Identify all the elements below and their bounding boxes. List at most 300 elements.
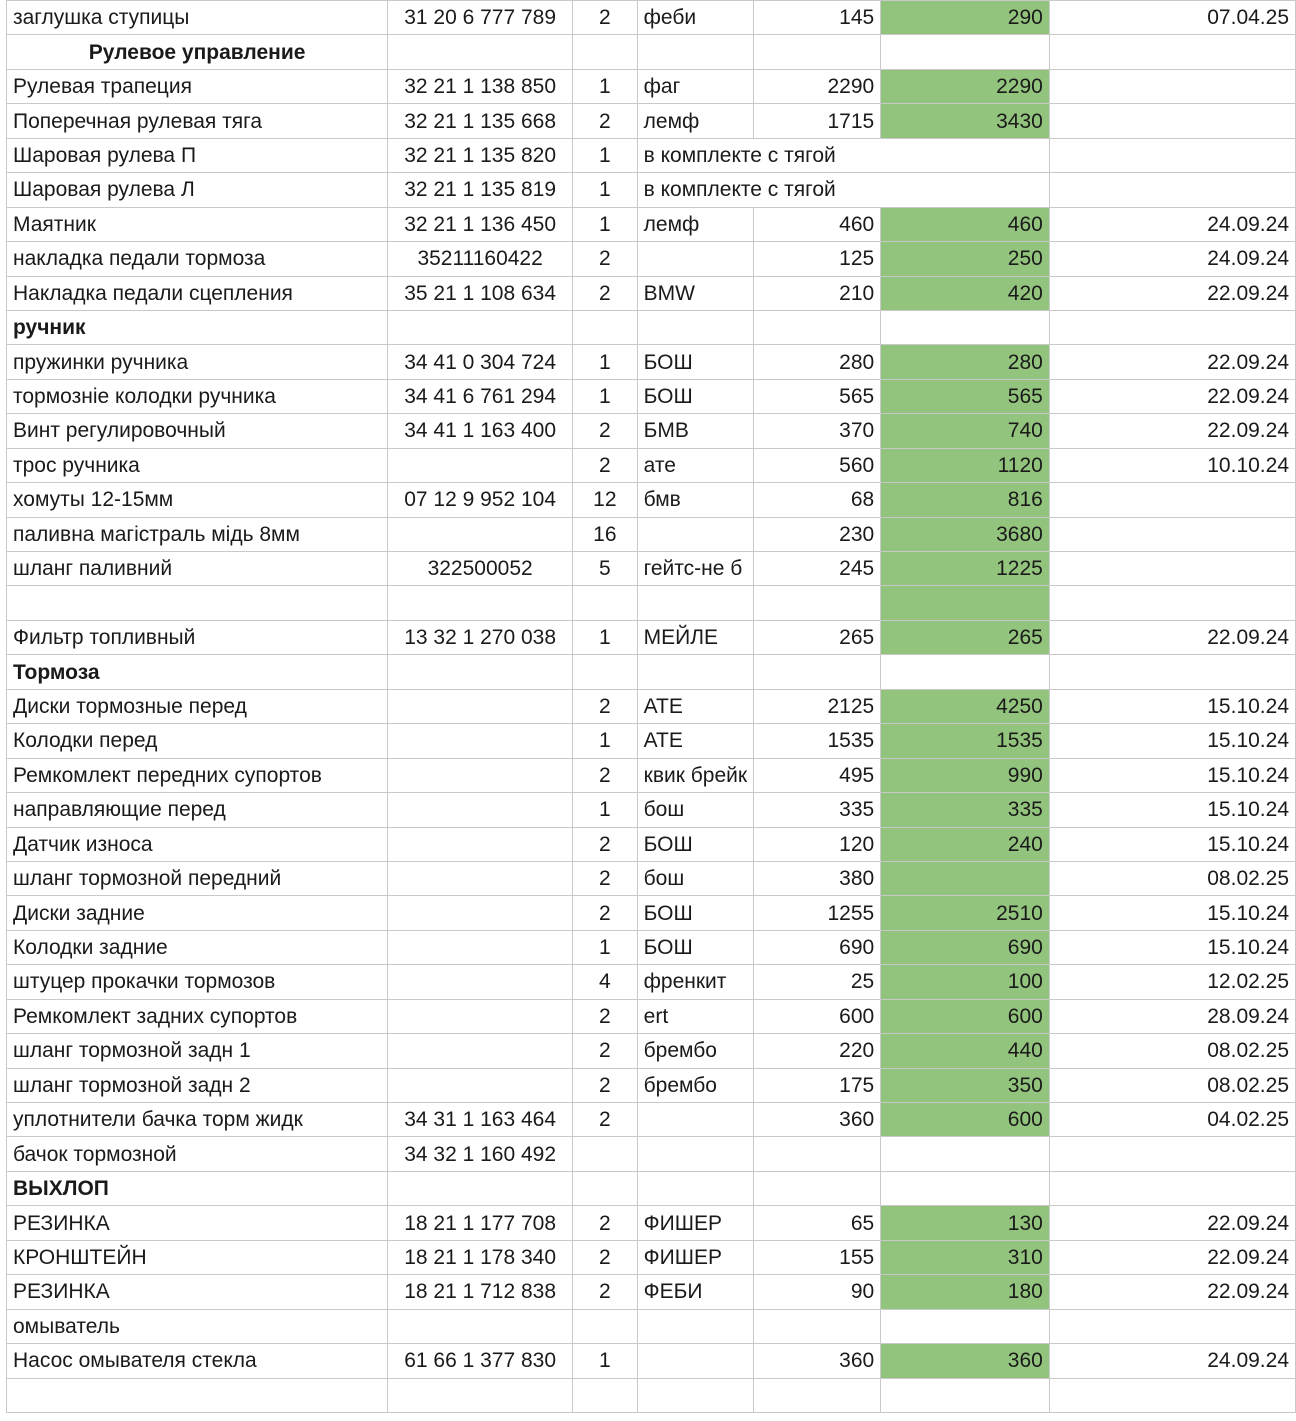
cell-brand[interactable]: [637, 1378, 753, 1412]
cell-quantity[interactable]: 1: [573, 69, 638, 103]
cell-price[interactable]: 690: [754, 930, 881, 964]
cell-name[interactable]: хомуты 12-15мм: [7, 483, 388, 517]
cell-price[interactable]: 245: [754, 552, 881, 586]
cell-quantity[interactable]: 2: [573, 758, 638, 792]
cell-total[interactable]: 100: [881, 965, 1050, 999]
cell-quantity[interactable]: 1: [573, 207, 638, 241]
cell-date[interactable]: 08.02.25: [1049, 861, 1295, 895]
cell-price[interactable]: 460: [754, 207, 881, 241]
cell-total[interactable]: 2510: [881, 896, 1050, 930]
cell-part-number[interactable]: [388, 1309, 573, 1343]
table-row: [7, 793, 1296, 827]
cell-total[interactable]: [881, 1309, 1050, 1343]
cell-date[interactable]: 04.02.25: [1049, 1103, 1295, 1137]
cell-brand[interactable]: БОШ: [637, 930, 753, 964]
table-row: [7, 1034, 1296, 1068]
cell-name[interactable]: Ремкомлект задних супортов: [7, 999, 388, 1033]
cell-date[interactable]: [1049, 104, 1295, 138]
cell-name[interactable]: штуцер прокачки тормозов: [7, 965, 388, 999]
cell-brand[interactable]: [637, 35, 753, 69]
cell-total[interactable]: 460: [881, 207, 1050, 241]
cell-brand[interactable]: БОШ: [637, 379, 753, 413]
cell-part-number[interactable]: [388, 1378, 573, 1412]
cell-total[interactable]: 130: [881, 1206, 1050, 1240]
cell-name[interactable]: Поперечная рулевая тяга: [7, 104, 388, 138]
cell-part-number[interactable]: 31 20 6 777 789: [388, 1, 573, 35]
cell-total[interactable]: 280: [881, 345, 1050, 379]
cell-total[interactable]: [881, 1378, 1050, 1412]
cell-quantity[interactable]: [573, 1309, 638, 1343]
cell-part-number[interactable]: [388, 1068, 573, 1102]
cell-part-number[interactable]: [388, 896, 573, 930]
cell-price[interactable]: 125: [754, 242, 881, 276]
cell-price[interactable]: [754, 1309, 881, 1343]
cell-total[interactable]: [881, 861, 1050, 895]
cell-name[interactable]: паливна магістраль мідь 8мм: [7, 517, 388, 551]
cell-date[interactable]: 08.02.25: [1049, 1068, 1295, 1102]
cell-date[interactable]: [1049, 138, 1295, 172]
cell-quantity[interactable]: 2: [573, 104, 638, 138]
cell-total[interactable]: [881, 1137, 1050, 1171]
table-row: [7, 1137, 1296, 1171]
cell-brand[interactable]: АТЕ: [637, 689, 753, 723]
cell-date[interactable]: 15.10.24: [1049, 930, 1295, 964]
cell-part-number[interactable]: [388, 689, 573, 723]
cell-price[interactable]: 120: [754, 827, 881, 861]
cell-brand[interactable]: МЕЙЛЕ: [637, 620, 753, 654]
cell-date[interactable]: 28.09.24: [1049, 999, 1295, 1033]
cell-name[interactable]: Датчик износа: [7, 827, 388, 861]
cell-price[interactable]: 90: [754, 1275, 881, 1309]
cell-quantity[interactable]: [573, 655, 638, 689]
cell-date[interactable]: 10.10.24: [1049, 448, 1295, 482]
cell-brand[interactable]: феби: [637, 1, 753, 35]
cell-name[interactable]: [7, 586, 388, 620]
cell-total[interactable]: 250: [881, 242, 1050, 276]
table-row: [7, 552, 1296, 586]
cell-name[interactable]: Колодки перед: [7, 724, 388, 758]
cell-name[interactable]: Шаровая рулева П: [7, 138, 388, 172]
cell-date[interactable]: 24.09.24: [1049, 1344, 1295, 1378]
cell-part-number[interactable]: [388, 999, 573, 1033]
cell-brand[interactable]: БОШ: [637, 896, 753, 930]
cell-part-number[interactable]: [388, 586, 573, 620]
cell-part-number[interactable]: [388, 758, 573, 792]
cell-total[interactable]: 440: [881, 1034, 1050, 1068]
cell-name[interactable]: направляющие перед: [7, 793, 388, 827]
cell-brand[interactable]: ert: [637, 999, 753, 1033]
cell-price[interactable]: [754, 1378, 881, 1412]
cell-date[interactable]: [1049, 1378, 1295, 1412]
cell-part-number[interactable]: 35211160422: [388, 242, 573, 276]
cell-quantity[interactable]: 2: [573, 896, 638, 930]
cell-total[interactable]: [881, 655, 1050, 689]
cell-total[interactable]: 240: [881, 827, 1050, 861]
cell-quantity[interactable]: [573, 586, 638, 620]
cell-quantity[interactable]: 1: [573, 379, 638, 413]
cell-brand[interactable]: [637, 655, 753, 689]
cell-total[interactable]: 740: [881, 414, 1050, 448]
cell-name[interactable]: заглушка ступицы: [7, 1, 388, 35]
cell-quantity[interactable]: 2: [573, 861, 638, 895]
cell-price[interactable]: [754, 586, 881, 620]
cell-total[interactable]: 600: [881, 1103, 1050, 1137]
cell-name[interactable]: РЕЗИНКА: [7, 1206, 388, 1240]
cell-quantity[interactable]: 2: [573, 414, 638, 448]
cell-date[interactable]: 22.09.24: [1049, 620, 1295, 654]
cell-price[interactable]: 380: [754, 861, 881, 895]
table-row: [7, 138, 1296, 172]
cell-date[interactable]: [1049, 35, 1295, 69]
cell-brand[interactable]: БМВ: [637, 414, 753, 448]
cell-price[interactable]: 360: [754, 1103, 881, 1137]
cell-total[interactable]: 565: [881, 379, 1050, 413]
cell-date[interactable]: [1049, 483, 1295, 517]
table-row: [7, 861, 1296, 895]
cell-total[interactable]: 265: [881, 620, 1050, 654]
cell-name[interactable]: Диски задние: [7, 896, 388, 930]
cell-total[interactable]: 420: [881, 276, 1050, 310]
cell-brand[interactable]: [637, 1103, 753, 1137]
cell-total[interactable]: 290: [881, 1, 1050, 35]
cell-price[interactable]: 370: [754, 414, 881, 448]
cell-total[interactable]: 1120: [881, 448, 1050, 482]
cell-total[interactable]: 350: [881, 1068, 1050, 1102]
cell-price[interactable]: 210: [754, 276, 881, 310]
cell-date[interactable]: [1049, 69, 1295, 103]
cell-date[interactable]: 24.09.24: [1049, 207, 1295, 241]
cell-quantity[interactable]: 1: [573, 1344, 638, 1378]
cell-quantity[interactable]: 2: [573, 689, 638, 723]
cell-name[interactable]: Тормоза: [7, 655, 388, 689]
cell-brand[interactable]: бош: [637, 793, 753, 827]
cell-quantity[interactable]: 2: [573, 1240, 638, 1274]
cell-name[interactable]: шланг тормозной задн 1: [7, 1034, 388, 1068]
cell-price[interactable]: 65: [754, 1206, 881, 1240]
cell-part-number[interactable]: 18 21 1 178 340: [388, 1240, 573, 1274]
cell-total[interactable]: 3680: [881, 517, 1050, 551]
cell-quantity[interactable]: 4: [573, 965, 638, 999]
table-row: [7, 1309, 1296, 1343]
cell-date[interactable]: 07.04.25: [1049, 1, 1295, 35]
cell-name[interactable]: Накладка педали сцепления: [7, 276, 388, 310]
cell-brand[interactable]: фаг: [637, 69, 753, 103]
cell-total[interactable]: 600: [881, 999, 1050, 1033]
cell-name[interactable]: накладка педали тормоза: [7, 242, 388, 276]
cell-brand[interactable]: [637, 586, 753, 620]
cell-date[interactable]: 12.02.25: [1049, 965, 1295, 999]
cell-date[interactable]: [1049, 586, 1295, 620]
cell-name[interactable]: Колодки задние: [7, 930, 388, 964]
cell-price[interactable]: 280: [754, 345, 881, 379]
cell-part-number[interactable]: 34 31 1 163 464: [388, 1103, 573, 1137]
cell-part-number[interactable]: 32 21 1 135 819: [388, 173, 573, 207]
table-row: [7, 896, 1296, 930]
cell-part-number[interactable]: 34 41 6 761 294: [388, 379, 573, 413]
cell-quantity[interactable]: 1: [573, 138, 638, 172]
cell-price[interactable]: 335: [754, 793, 881, 827]
cell-date[interactable]: 22.09.24: [1049, 1240, 1295, 1274]
cell-brand[interactable]: [637, 1309, 753, 1343]
cell-quantity[interactable]: [573, 35, 638, 69]
cell-brand[interactable]: BMW: [637, 276, 753, 310]
cell-name[interactable]: Шаровая рулева Л: [7, 173, 388, 207]
cell-part-number[interactable]: 34 32 1 160 492: [388, 1137, 573, 1171]
cell-name[interactable]: КРОНШТЕЙН: [7, 1240, 388, 1274]
cell-price[interactable]: 600: [754, 999, 881, 1033]
cell-date[interactable]: 15.10.24: [1049, 827, 1295, 861]
cell-total[interactable]: 1225: [881, 552, 1050, 586]
cell-total[interactable]: [881, 310, 1050, 344]
cell-brand[interactable]: ФИШЕР: [637, 1206, 753, 1240]
cell-brand[interactable]: ФИШЕР: [637, 1240, 753, 1274]
cell-date[interactable]: [1049, 1309, 1295, 1343]
cell-part-number[interactable]: 32 21 1 135 668: [388, 104, 573, 138]
cell-note[interactable]: в комплекте с тягой: [637, 138, 1049, 172]
cell-name[interactable]: пружинки ручника: [7, 345, 388, 379]
cell-part-number[interactable]: 07 12 9 952 104: [388, 483, 573, 517]
cell-name[interactable]: Диски тормозные перед: [7, 689, 388, 723]
cell-price[interactable]: [754, 655, 881, 689]
cell-quantity[interactable]: 16: [573, 517, 638, 551]
cell-name[interactable]: шланг тормозной передний: [7, 861, 388, 895]
cell-part-number[interactable]: [388, 1171, 573, 1205]
cell-date[interactable]: [1049, 1171, 1295, 1205]
cell-brand[interactable]: [637, 242, 753, 276]
cell-total[interactable]: 1535: [881, 724, 1050, 758]
cell-name[interactable]: ручник: [7, 310, 388, 344]
cell-total[interactable]: 990: [881, 758, 1050, 792]
cell-date[interactable]: 22.09.24: [1049, 1275, 1295, 1309]
cell-total[interactable]: 4250: [881, 689, 1050, 723]
cell-name[interactable]: Рулевая трапеция: [7, 69, 388, 103]
cell-part-number[interactable]: [388, 827, 573, 861]
cell-name[interactable]: РЕЗИНКА: [7, 1275, 388, 1309]
cell-quantity[interactable]: [573, 1171, 638, 1205]
cell-name[interactable]: шланг паливний: [7, 552, 388, 586]
cell-brand[interactable]: брембо: [637, 1068, 753, 1102]
cell-quantity[interactable]: [573, 310, 638, 344]
cell-part-number[interactable]: 322500052: [388, 552, 573, 586]
cell-price[interactable]: 2125: [754, 689, 881, 723]
cell-part-number[interactable]: [388, 448, 573, 482]
cell-part-number[interactable]: 61 66 1 377 830: [388, 1344, 573, 1378]
table-row: [7, 276, 1296, 310]
cell-quantity[interactable]: 2: [573, 827, 638, 861]
cell-name[interactable]: [7, 1378, 388, 1412]
cell-name[interactable]: Рулевое управление: [7, 35, 388, 69]
cell-name[interactable]: Фильтр топливный: [7, 620, 388, 654]
cell-brand[interactable]: френкит: [637, 965, 753, 999]
cell-total[interactable]: 2290: [881, 69, 1050, 103]
cell-price[interactable]: 1715: [754, 104, 881, 138]
cell-part-number[interactable]: 13 32 1 270 038: [388, 620, 573, 654]
cell-brand[interactable]: бмв: [637, 483, 753, 517]
cell-quantity[interactable]: 12: [573, 483, 638, 517]
cell-note[interactable]: в комплекте с тягой: [637, 173, 1049, 207]
cell-quantity[interactable]: 2: [573, 1034, 638, 1068]
cell-brand[interactable]: лемф: [637, 104, 753, 138]
cell-quantity[interactable]: 2: [573, 999, 638, 1033]
cell-total[interactable]: [881, 586, 1050, 620]
cell-quantity[interactable]: 2: [573, 1206, 638, 1240]
table-row: [7, 724, 1296, 758]
cell-part-number[interactable]: [388, 965, 573, 999]
cell-quantity[interactable]: 2: [573, 448, 638, 482]
cell-brand[interactable]: БОШ: [637, 345, 753, 379]
cell-part-number[interactable]: 34 41 0 304 724: [388, 345, 573, 379]
cell-name[interactable]: омыватель: [7, 1309, 388, 1343]
cell-quantity[interactable]: 1: [573, 930, 638, 964]
table-row: [7, 1378, 1296, 1412]
cell-part-number[interactable]: 18 21 1 177 708: [388, 1206, 573, 1240]
cell-brand[interactable]: [637, 1344, 753, 1378]
cell-brand[interactable]: [637, 1137, 753, 1171]
table-row: [7, 620, 1296, 654]
cell-name[interactable]: Маятник: [7, 207, 388, 241]
cell-date[interactable]: 15.10.24: [1049, 689, 1295, 723]
cell-date[interactable]: [1049, 517, 1295, 551]
cell-price[interactable]: 1535: [754, 724, 881, 758]
table-row: [7, 689, 1296, 723]
cell-total[interactable]: [881, 1171, 1050, 1205]
cell-quantity[interactable]: [573, 1137, 638, 1171]
table-row: [7, 1275, 1296, 1309]
cell-part-number[interactable]: 18 21 1 712 838: [388, 1275, 573, 1309]
cell-quantity[interactable]: 1: [573, 793, 638, 827]
cell-quantity[interactable]: 1: [573, 345, 638, 379]
cell-brand[interactable]: квик брейк: [637, 758, 753, 792]
cell-total[interactable]: 816: [881, 483, 1050, 517]
cell-brand[interactable]: [637, 310, 753, 344]
cell-date[interactable]: 15.10.24: [1049, 724, 1295, 758]
cell-date[interactable]: 22.09.24: [1049, 345, 1295, 379]
cell-price[interactable]: 68: [754, 483, 881, 517]
cell-price[interactable]: 25: [754, 965, 881, 999]
cell-quantity[interactable]: 2: [573, 1275, 638, 1309]
cell-price[interactable]: 360: [754, 1344, 881, 1378]
cell-date[interactable]: [1049, 655, 1295, 689]
cell-price[interactable]: 145: [754, 1, 881, 35]
cell-name[interactable]: ВЫХЛОП: [7, 1171, 388, 1205]
cell-part-number[interactable]: [388, 724, 573, 758]
cell-part-number[interactable]: [388, 35, 573, 69]
cell-date[interactable]: 15.10.24: [1049, 758, 1295, 792]
cell-date[interactable]: 08.02.25: [1049, 1034, 1295, 1068]
cell-brand[interactable]: АТЕ: [637, 724, 753, 758]
cell-price[interactable]: 175: [754, 1068, 881, 1102]
cell-part-number[interactable]: [388, 655, 573, 689]
cell-brand[interactable]: [637, 1171, 753, 1205]
cell-brand[interactable]: бош: [637, 861, 753, 895]
cell-part-number[interactable]: [388, 930, 573, 964]
cell-quantity[interactable]: 1: [573, 620, 638, 654]
cell-part-number[interactable]: [388, 861, 573, 895]
cell-quantity[interactable]: 2: [573, 1, 638, 35]
cell-name[interactable]: Ремкомлект передних супортов: [7, 758, 388, 792]
table-row: [7, 69, 1296, 103]
cell-part-number[interactable]: [388, 310, 573, 344]
cell-date[interactable]: [1049, 310, 1295, 344]
cell-total[interactable]: 3430: [881, 104, 1050, 138]
cell-price[interactable]: 230: [754, 517, 881, 551]
cell-price[interactable]: 560: [754, 448, 881, 482]
cell-date[interactable]: 22.09.24: [1049, 276, 1295, 310]
cell-total[interactable]: [881, 35, 1050, 69]
table-row: [7, 104, 1296, 138]
cell-quantity[interactable]: [573, 1378, 638, 1412]
cell-name[interactable]: трос ручника: [7, 448, 388, 482]
cell-quantity[interactable]: 2: [573, 276, 638, 310]
cell-date[interactable]: 24.09.24: [1049, 242, 1295, 276]
cell-quantity[interactable]: 1: [573, 724, 638, 758]
cell-date[interactable]: 15.10.24: [1049, 793, 1295, 827]
cell-name[interactable]: Насос омывателя стекла: [7, 1344, 388, 1378]
cell-part-number[interactable]: 35 21 1 108 634: [388, 276, 573, 310]
cell-part-number[interactable]: 32 21 1 136 450: [388, 207, 573, 241]
cell-price[interactable]: [754, 1171, 881, 1205]
cell-brand[interactable]: БОШ: [637, 827, 753, 861]
cell-price[interactable]: [754, 1137, 881, 1171]
cell-date[interactable]: 22.09.24: [1049, 379, 1295, 413]
cell-date[interactable]: 22.09.24: [1049, 414, 1295, 448]
cell-name[interactable]: Винт регулировочный: [7, 414, 388, 448]
cell-part-number[interactable]: 32 21 1 138 850: [388, 69, 573, 103]
cell-brand[interactable]: ФЕБИ: [637, 1275, 753, 1309]
cell-brand[interactable]: гейтс-не б: [637, 552, 753, 586]
cell-price[interactable]: 495: [754, 758, 881, 792]
cell-brand[interactable]: лемф: [637, 207, 753, 241]
cell-total[interactable]: 310: [881, 1240, 1050, 1274]
cell-name[interactable]: уплотнители бачка торм жидк: [7, 1103, 388, 1137]
cell-quantity[interactable]: 2: [573, 242, 638, 276]
cell-price[interactable]: 565: [754, 379, 881, 413]
cell-price[interactable]: 2290: [754, 69, 881, 103]
cell-price[interactable]: 1255: [754, 896, 881, 930]
cell-total[interactable]: 335: [881, 793, 1050, 827]
cell-price[interactable]: 155: [754, 1240, 881, 1274]
cell-price[interactable]: 265: [754, 620, 881, 654]
cell-name[interactable]: шланг тормозной задн 2: [7, 1068, 388, 1102]
cell-part-number[interactable]: 32 21 1 135 820: [388, 138, 573, 172]
cell-date[interactable]: 15.10.24: [1049, 896, 1295, 930]
cell-price[interactable]: [754, 35, 881, 69]
cell-brand[interactable]: брембо: [637, 1034, 753, 1068]
cell-quantity[interactable]: 2: [573, 1103, 638, 1137]
cell-date[interactable]: [1049, 552, 1295, 586]
cell-quantity[interactable]: 2: [573, 1068, 638, 1102]
cell-price[interactable]: 220: [754, 1034, 881, 1068]
cell-date[interactable]: [1049, 173, 1295, 207]
table-row: [7, 207, 1296, 241]
cell-brand[interactable]: ате: [637, 448, 753, 482]
cell-date[interactable]: [1049, 1137, 1295, 1171]
cell-part-number[interactable]: 34 41 1 163 400: [388, 414, 573, 448]
cell-name[interactable]: тормозніе колодки ручника: [7, 379, 388, 413]
cell-part-number[interactable]: [388, 793, 573, 827]
cell-quantity[interactable]: 5: [573, 552, 638, 586]
cell-total[interactable]: 690: [881, 930, 1050, 964]
cell-quantity[interactable]: 1: [573, 173, 638, 207]
cell-total[interactable]: 360: [881, 1344, 1050, 1378]
cell-total[interactable]: 180: [881, 1275, 1050, 1309]
cell-name[interactable]: бачок тормозной: [7, 1137, 388, 1171]
cell-part-number[interactable]: [388, 1034, 573, 1068]
cell-part-number[interactable]: [388, 517, 573, 551]
cell-brand[interactable]: [637, 517, 753, 551]
cell-price[interactable]: [754, 310, 881, 344]
cell-date[interactable]: 22.09.24: [1049, 1206, 1295, 1240]
